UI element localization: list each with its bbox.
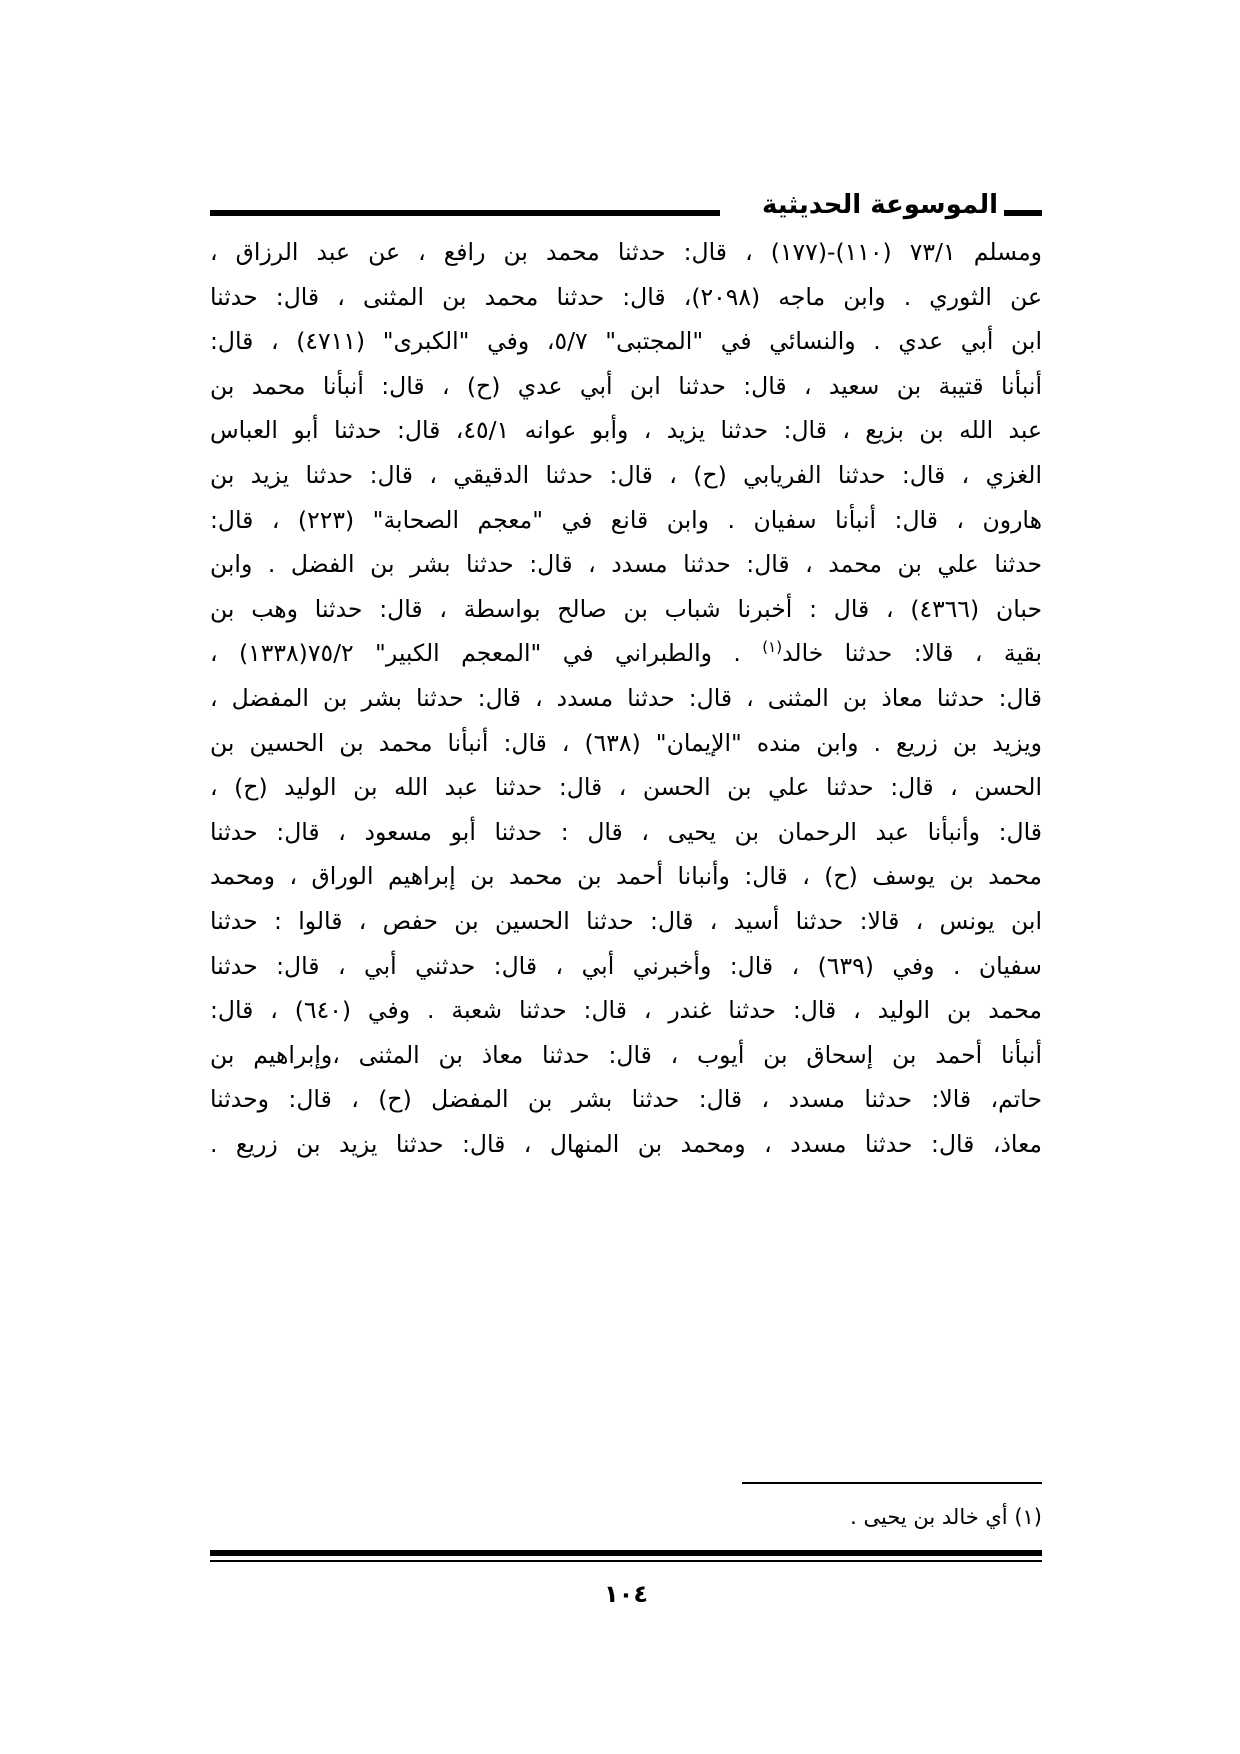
text-line-10-start: بقية ، قالا: حدثنا خالد <box>782 639 1042 668</box>
text-line-1: ومسلم ٧٣/١ (١١٠)-(١٧٧) ، قال: حدثنا محمد بن رافع ، عن عبد الرزاق ، <box>210 238 1042 266</box>
text-line-19: أنبأنا أحمد بن إسحاق بن أيوب ، قال: حدثنا معاذ بن المثنى ،وإبراهيم بن <box>210 1040 1042 1069</box>
page-header <box>210 190 1042 230</box>
text-line-21: معاذ، قال: حدثنا مسدد ، ومحمد بن المنهال ، قال: حدثنا يزيد بن زريع . <box>210 1129 1042 1158</box>
text-line-16: ابن يونس ، قالا: حدثنا أسيد ، قال: حدثنا الحسين بن حفص ، قالوا : حدثنا <box>210 906 1042 935</box>
text-line-20: حاتم، قالا: حدثنا مسدد ، قال: حدثنا بشر بن المفضل (ح) ، قال: وحدثنا <box>210 1085 1042 1114</box>
footnote: (١) أي خالد بن يحيى . <box>850 1505 1042 1529</box>
footnote-marker: (١) <box>762 638 783 657</box>
text-line-2: عن الثوري . وابن ماجه (٢٠٩٨)، قال: حدثنا محمد بن المثنى ، قال: حدثنا <box>210 282 1042 311</box>
text-line-3: ابن أبي عدي . والنسائي في "المجتبى" ٥/٧، وفي "الكبرى" (٤٧١١) ، قال: <box>210 327 1042 356</box>
header-rule-left <box>210 210 720 216</box>
footnote-separator <box>742 1482 1042 1484</box>
text-line-17: سفيان . وفي (٦٣٩) ، قال: وأخبرني أبي ، قال: حدثني أبي ، قال: حدثنا <box>210 951 1042 980</box>
text-line-14: قال: وأنبأنا عبد الرحمان بن يحيى ، قال : حدثنا أبو مسعود ، قال: حدثنا <box>210 817 1042 846</box>
text-line-4: أنبأنا قتيبة بن سعيد ، قال: حدثنا ابن أبي عدي (ح) ، قال: أنبأنا محمد بن <box>210 371 1042 400</box>
bottom-rule-thin <box>210 1560 1042 1562</box>
header-title: الموسوعة الحديثية <box>761 190 998 220</box>
text-line-11: قال: حدثنا معاذ بن المثنى ، قال: حدثنا مسدد ، قال: حدثنا بشر بن المفضل ، <box>210 683 1042 712</box>
text-line-8: حدثنا علي بن محمد ، قال: حدثنا مسدد ، قال: حدثنا بشر بن الفضل . وابن <box>210 550 1042 579</box>
page-number: ١٠٤ <box>604 1580 648 1608</box>
text-line-5: عبد الله بن بزيع ، قال: حدثنا يزيد ، وأبو عوانه ٤٥/١، قال: حدثنا أبو العباس <box>210 416 1042 445</box>
text-line-18: محمد بن الوليد ، قال: حدثنا غندر ، قال: حدثنا شعبة . وفي (٦٤٠) ، قال: <box>210 996 1042 1025</box>
bottom-rule-thick <box>210 1550 1042 1556</box>
header-rule-right <box>1004 210 1042 216</box>
text-line-13: الحسن ، قال: حدثنا علي بن الحسن ، قال: حدثنا عبد الله بن الوليد (ح) ، <box>210 773 1042 802</box>
text-line-9: حبان (٤٣٦٦) ، قال : أخبرنا شباب بن صالح بواسطة ، قال: حدثنا وهب بن <box>210 594 1042 623</box>
text-line-15: محمد بن يوسف (ح) ، قال: وأنبانا أحمد بن محمد بن إبراهيم الوراق ، ومحمد <box>210 862 1042 891</box>
text-line-10-end: . والطبراني في "المعجم الكبير" ٧٥/٢(١٣٣٨) ، <box>210 639 763 668</box>
body-text <box>210 230 1042 1166</box>
text-line-10 <box>210 631 1042 676</box>
text-line-6: الغزي ، قال: حدثنا الفريابي (ح) ، قال: حدثنا الدقيقي ، قال: حدثنا يزيد بن <box>210 460 1042 489</box>
text-line-7: هارون ، قال: أنبأنا سفيان . وابن قانع في "معجم الصحابة" (٢٢٣) ، قال: <box>210 505 1042 534</box>
text-line-12: ويزيد بن زريع . وابن منده "الإيمان" (٦٣٨) ، قال: أنبأنا محمد بن الحسين بن <box>210 728 1042 757</box>
